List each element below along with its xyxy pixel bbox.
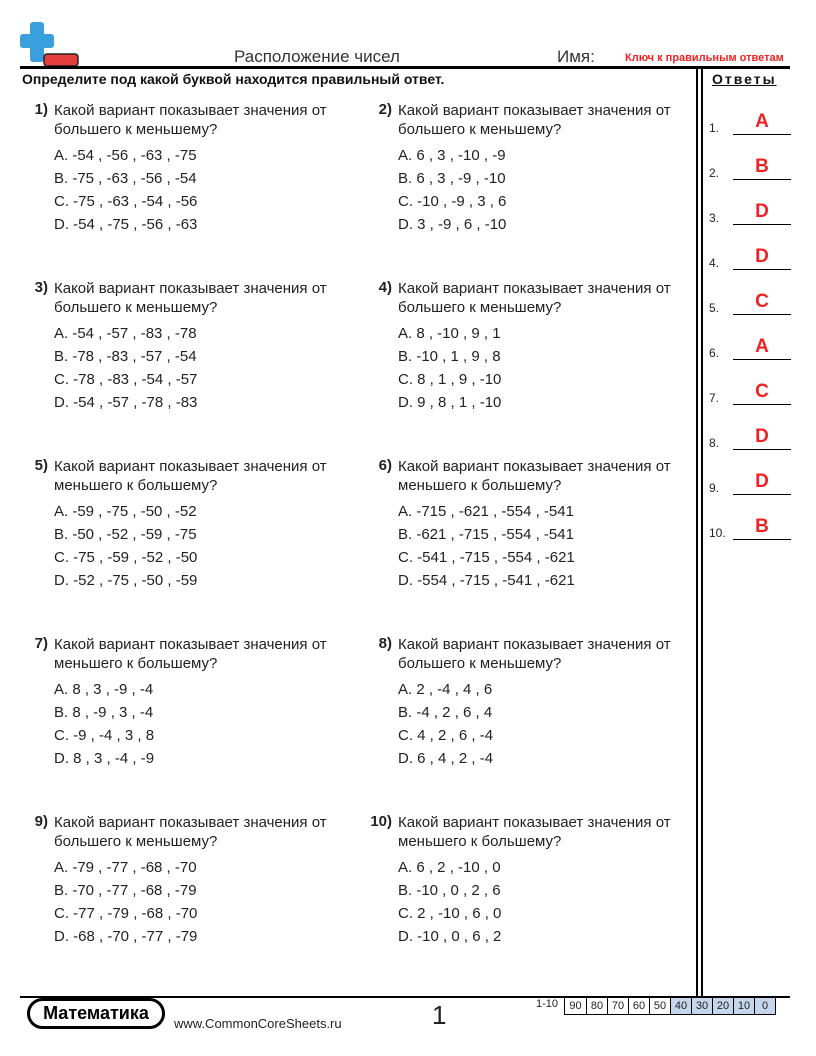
question-number: 10) (370, 813, 392, 830)
answer-option-c: C. -75 , -63 , -54 , -56 (54, 193, 198, 210)
score-range-label: 1-10 (536, 998, 559, 1010)
answer-option-d: D. -68 , -70 , -77 , -79 (54, 928, 198, 945)
score-cell: 0 (754, 998, 775, 1014)
answer-letter: B (755, 156, 769, 177)
answer-option-b: B. -4 , 2 , 6 , 4 (398, 704, 493, 721)
score-cell: 90 (569, 1000, 582, 1012)
answer-letter: A (755, 336, 769, 357)
answer-letter: D (755, 426, 769, 447)
question-text: Какой вариант показывает значения от большего к меньшему? (398, 636, 671, 672)
answer-option-b: B. 8 , -9 , 3 , -4 (54, 704, 154, 721)
question-text: Какой вариант показывает значения от меньшего к большему? (54, 636, 327, 672)
answer-number: 3. (709, 211, 720, 225)
answer-option-d: D. -554 , -715 , -541 , -621 (398, 572, 575, 589)
answer-letter: C (755, 291, 769, 312)
plus-minus-logo-icon (20, 22, 80, 68)
brand-badge: Математика (27, 998, 165, 1029)
question-number: 8) (378, 635, 392, 652)
answer-option-c: C. 4 , 2 , 6 , -4 (398, 727, 494, 744)
question-text: Какой вариант показывает значения от большего к меньшему? (54, 102, 327, 138)
answer-option-d: D. -54 , -75 , -56 , -63 (54, 216, 198, 233)
answer-option-c: C. -10 , -9 , 3 , 6 (398, 193, 507, 210)
answer-letter: D (755, 246, 769, 267)
answer-option-d: D. -10 , 0 , 6 , 2 (398, 928, 502, 945)
question-number: 2) (378, 101, 392, 118)
header-divider (20, 66, 790, 69)
question-number: 7) (34, 635, 48, 652)
answer-option-a: A. 6 , 2 , -10 , 0 (398, 859, 501, 876)
answer-blank-line (733, 269, 791, 270)
score-cell: 50 (649, 998, 670, 1014)
answer-option-c: C. -77 , -79 , -68 , -70 (54, 905, 198, 922)
answer-letter: D (755, 201, 769, 222)
answer-blank-line (733, 314, 791, 315)
answer-option-b: B. -50 , -52 , -59 , -75 (54, 526, 197, 543)
answer-letter: A (755, 111, 769, 132)
answer-option-d: D. 6 , 4 , 2 , -4 (398, 750, 494, 767)
answer-blank-line (733, 179, 791, 180)
question-text: Какой вариант показывает значения от большего к меньшему? (398, 102, 671, 138)
score-cell: 40 (670, 998, 691, 1014)
answer-blank-line (733, 404, 791, 405)
answer-blank-line (733, 449, 791, 450)
answer-key-label: Ключ к правильным ответам (625, 52, 784, 64)
question-text: Какой вариант показывает значения от большего к меньшему? (54, 280, 327, 316)
answer-letter: D (755, 471, 769, 492)
answer-option-c: C. -541 , -715 , -554 , -621 (398, 549, 575, 566)
answer-option-c: C. -9 , -4 , 3 , 8 (54, 727, 155, 744)
question-number: 3) (34, 279, 48, 296)
answer-number: 10. (709, 526, 726, 540)
worksheet-title: Расположение чисел (234, 47, 400, 66)
answer-option-a: A. 8 , 3 , -9 , -4 (54, 681, 154, 698)
answer-option-a: A. 2 , -4 , 4 , 6 (398, 681, 493, 698)
question-number: 1) (34, 101, 48, 118)
answer-blank-line (733, 134, 791, 135)
answer-option-b: B. -75 , -63 , -56 , -54 (54, 170, 197, 187)
answer-letter: C (755, 381, 769, 402)
answer-number: 4. (709, 256, 720, 270)
answer-number: 6. (709, 346, 720, 360)
answer-number: 5. (709, 301, 720, 315)
answer-number: 1. (709, 121, 720, 135)
answer-option-b: B. -70 , -77 , -68 , -79 (54, 882, 197, 899)
answer-number: 9. (709, 481, 720, 495)
question-text: Какой вариант показывает значения от меньшего к большему? (54, 458, 327, 494)
column-divider-left (696, 66, 698, 996)
page-number: 1 (432, 1000, 447, 1030)
answer-option-c: C. 2 , -10 , 6 , 0 (398, 905, 502, 922)
answer-option-b: B. -10 , 1 , 9 , 8 (398, 348, 501, 365)
answer-option-b: B. -621 , -715 , -554 , -541 (398, 526, 574, 543)
answer-option-a: A. 6 , 3 , -10 , -9 (398, 147, 506, 164)
question-text: Какой вариант показывает значения от меньшего к большему? (398, 814, 671, 850)
score-cell: 80 (586, 998, 607, 1014)
answer-number: 7. (709, 391, 720, 405)
question-text: Какой вариант показывает значения от меньшего к большему? (398, 458, 671, 494)
answer-option-d: D. 3 , -9 , 6 , -10 (398, 216, 507, 233)
score-cell: 10 (733, 998, 754, 1014)
score-cell: 30 (691, 998, 712, 1014)
column-divider-right (701, 66, 703, 996)
answer-letter: B (755, 516, 769, 537)
answer-option-a: A. -59 , -75 , -50 , -52 (54, 503, 197, 520)
answer-option-a: A. -54 , -56 , -63 , -75 (54, 147, 197, 164)
question-number: 9) (34, 813, 48, 830)
question-number: 6) (378, 457, 392, 474)
answer-blank-line (733, 539, 791, 540)
score-cell: 70 (607, 998, 628, 1014)
answer-option-a: A. 8 , -10 , 9 , 1 (398, 325, 501, 342)
answer-option-a: A. -79 , -77 , -68 , -70 (54, 859, 197, 876)
answer-blank-line (733, 224, 791, 225)
answer-option-c: C. 8 , 1 , 9 , -10 (398, 371, 502, 388)
answers-heading: Ответы (712, 71, 777, 87)
answer-option-d: D. 9 , 8 , 1 , -10 (398, 394, 502, 411)
answer-option-c: C. -78 , -83 , -54 , -57 (54, 371, 198, 388)
instructions: Определите под какой буквой находится правильный ответ. (22, 71, 445, 87)
score-cell: 20 (712, 998, 733, 1014)
answer-blank-line (733, 359, 791, 360)
answer-option-a: A. -715 , -621 , -554 , -541 (398, 503, 574, 520)
answer-number: 2. (709, 166, 720, 180)
answer-blank-line (733, 494, 791, 495)
score-cell: 60 (628, 998, 649, 1014)
question-text: Какой вариант показывает значения от большего к меньшему? (54, 814, 327, 850)
name-label: Имя: (557, 47, 595, 66)
answer-option-d: D. -54 , -57 , -78 , -83 (54, 394, 198, 411)
answer-option-b: B. -78 , -83 , -57 , -54 (54, 348, 197, 365)
answer-option-c: C. -75 , -59 , -52 , -50 (54, 549, 198, 566)
answer-option-b: B. -10 , 0 , 2 , 6 (398, 882, 501, 899)
question-number: 5) (34, 457, 48, 474)
answer-number: 8. (709, 436, 720, 450)
answer-option-b: B. 6 , 3 , -9 , -10 (398, 170, 506, 187)
answer-option-a: A. -54 , -57 , -83 , -78 (54, 325, 197, 342)
answer-option-d: D. 8 , 3 , -4 , -9 (54, 750, 155, 767)
question-text: Какой вариант показывает значения от большего к меньшему? (398, 280, 671, 316)
score-table (564, 997, 776, 1015)
answer-option-d: D. -52 , -75 , -50 , -59 (54, 572, 198, 589)
question-number: 4) (378, 279, 392, 296)
website-link[interactable]: www.CommonCoreSheets.ru (174, 1016, 342, 1031)
